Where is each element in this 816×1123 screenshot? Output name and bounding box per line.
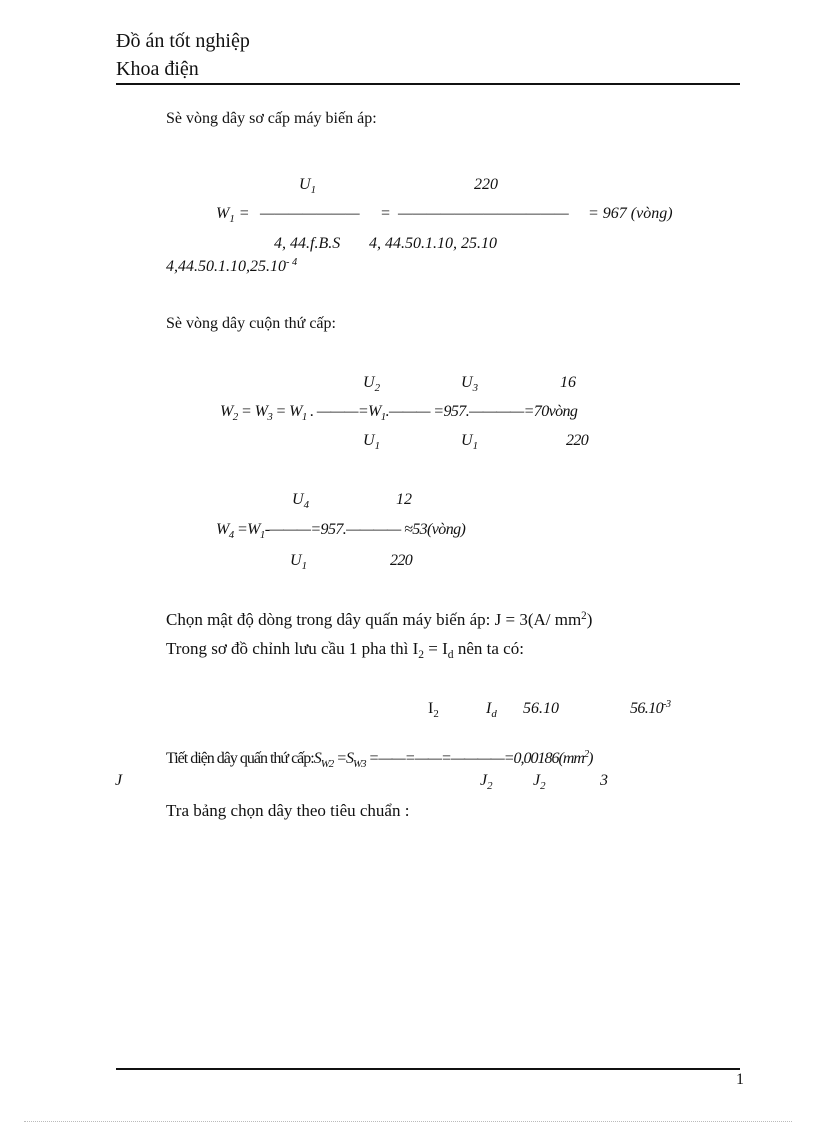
formula4-bottom-3: 3 — [600, 772, 608, 789]
formula1-fraction-bar-1: ——————— — [260, 205, 360, 222]
section1-heading: Sè vòng dây sơ cấp máy biến áp: — [166, 110, 377, 127]
current-density-text: Chọn mật độ dòng trong dây quấn máy biến áp: J = 3(A/ $mm^2$) — [166, 609, 593, 629]
formula3-bottom-u1: $U_1$ — [290, 552, 307, 572]
formula1-numerator-left: $U_1$ — [299, 176, 316, 196]
formula2-equation: $W_2 = W_3 = W_1$ . $———=W_1.———$ =957.————=70vòng — [220, 403, 578, 423]
formula3-top-u4: $U_4$ — [292, 491, 309, 511]
rectifier-text: Trong sơ đồ chỉnh lưu cầu 1 pha thì $I_2 = I_d$ nên ta có: — [166, 639, 524, 662]
footer-rule — [116, 1068, 740, 1070]
formula2-bottom-u1b: $U_1$ — [461, 432, 478, 452]
document-department: Khoa điện — [116, 58, 199, 80]
formula1-denominator-left: 4, 44.f.B.S — [274, 235, 341, 252]
header-rule — [116, 83, 740, 85]
formula4-bottom-j2b: $J_2$ — [533, 772, 546, 792]
formula4-top-i2: $I_2$ — [428, 700, 439, 720]
formula1-lhs: $W_1$ = — [216, 205, 250, 225]
formula2-bottom-u1a: $U_1$ — [363, 432, 380, 452]
page-edge — [24, 1121, 792, 1122]
formula2-top-u3: $U_3$ — [461, 374, 478, 394]
formula2-top-16: 16 — [560, 374, 576, 391]
document-title: Đồ án tốt nghiệp — [116, 30, 250, 52]
formula4-top-val2: $56.10^{-3}$ — [630, 699, 671, 717]
formula4-top-val1: 56.10 — [523, 700, 559, 717]
formula3-bottom-220: 220 — [390, 552, 413, 569]
formula3-equation: $W_4$ $=W_1-———=957.————$ ≈53(vòng) — [216, 521, 466, 541]
page-number: 1 — [736, 1071, 744, 1088]
formula1-overflow-line: $4,44.50.1.10,25.10^{- 4}$ — [166, 257, 298, 275]
formula4-top-id: $I_d$ — [486, 700, 497, 720]
formula4-bottom-j2a: $J_2$ — [480, 772, 493, 792]
formula1-numerator-right: 220 — [474, 176, 498, 193]
wire-table-text: Tra bảng chọn dây theo tiêu chuẩn : — [166, 801, 410, 820]
formula1-denominator-right: 4, 44.50.1.10, 25.10 — [369, 235, 497, 252]
formula1-equals: = — [380, 205, 391, 222]
formula4-equation: Tiết diện dây quấn thứ $cấp:S_{W2} =S_{W3}$ $=——=——=————=0,00186(mm^2)$ — [166, 749, 593, 770]
formula3-top-12: 12 — [396, 491, 412, 508]
section2-heading: Sè vòng dây cuộn thứ cấp: — [166, 315, 336, 332]
formula1-fraction-bar-2: ———————————— — [398, 205, 569, 222]
formula1-result: = 967 (vòng) — [588, 205, 673, 222]
formula2-bottom-220: 220 — [566, 432, 589, 449]
formula4-stray-j: J — [115, 772, 123, 789]
formula2-top-u2: $U_2$ — [363, 374, 380, 394]
